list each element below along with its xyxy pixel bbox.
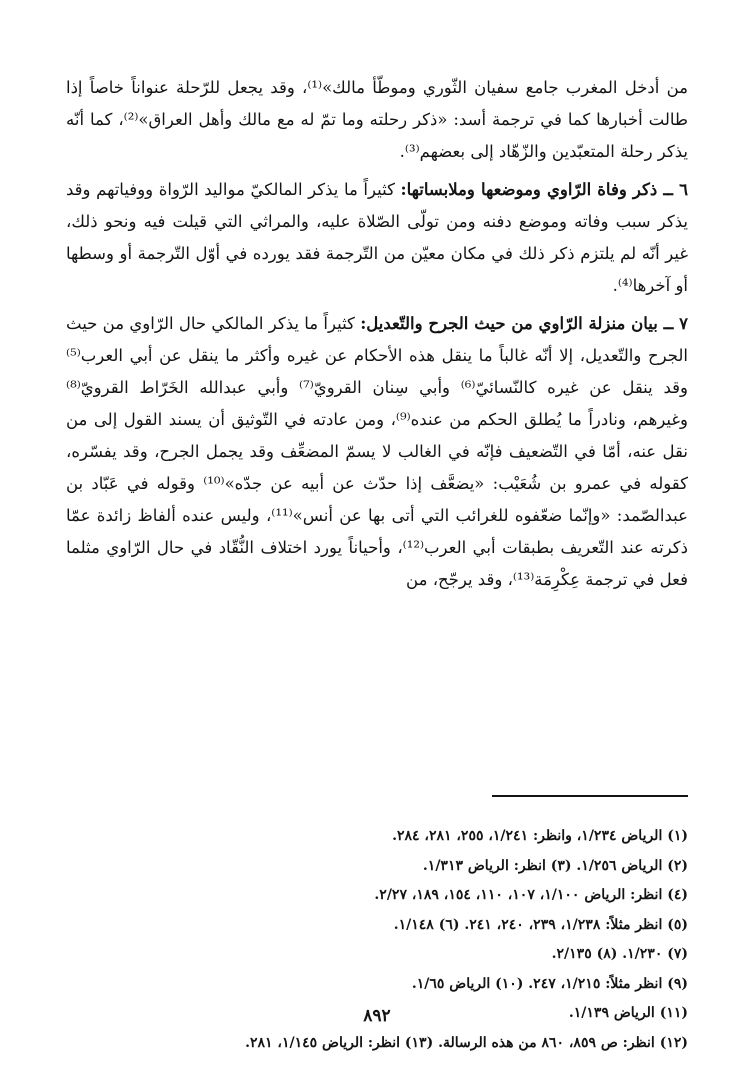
footnote-line: (٤) انظر: الرياض ١/١٠٠، ١٠٧، ١١٠، ١٥٤، ١٨٩، ٢/٢٧.: [374, 887, 688, 903]
paragraph-death: [66, 174, 688, 302]
footnote-line: (٩) انظر مثلاً: ١/٢١٥، ٢٤٧. (١٠) الرياض ١/٦٥.: [411, 975, 688, 992]
paragraph-text: كثيراً ما يذكر المالكي حال الرّاوي من حيث الجرح والتّعديل، إلا أنّه غالباً ما ينقل هذه الأحكام عن غيره وأكثر ما ينقل عن أبي العرب⁽⁵⁾ وقد ينقل عن غيره كالنّسائيّ⁽⁶⁾ وأبي سِنان القرويّ⁽⁷⁾ وأبي عبدالله الخَرّاط القرويّ⁽⁸⁾ وغيرهم، ونادراً ما يُطلق الحكم من عنده⁽⁹⁾، ومن عادته في التّوثيق أن يسند القول إلى من نقل عنه، أمّا في التّضعيف فإنّه في الغالب لا يسمّ المضعِّف وقد يجمل الجرح، وقد يفسّره، كقوله في عمرو بن شُعَيْب: «يضعَّف إذا حدّث عن أبيه عن جدّه»⁽¹⁰⁾ وقوله في عَبّاد بن عبدالصّمد: «وإنّما ضعّفوه للغرائب التي أتى بها عن أنس»⁽¹¹⁾، وليس عنده ألفاظ زائدة عمّا ذكرته عند التّعريف بطبقات أبي العرب⁽¹²⁾، وأحياناً يورد اختلاف النُّقّاد في حال الرّاوي مثلما فعل في ترجمة عِكْرِمَة⁽¹³⁾، وقد يرجّح، من: [66, 314, 688, 589]
footnote-line: (١) الرياض ١/٢٣٤، وانظر: ١/٢٤١، ٢٥٥، ٢٨١، ٢٨٤.: [392, 828, 688, 844]
paragraph-text: كثيراً ما يذكر المالكيّ مواليد الرّواة ووفياتهم وقد يذكر سبب وفاته وموضع دفنه ومن تولّى الصّلاة عليه، والمراثي التي قيلت فيه ونحو ذلك، غير أنّه لم يلتزم ذكر ذلك في مكان معيّن من التّرجمة فقد يورده في أوّل التّرجمة أو وسطها أو آخرها⁽⁴⁾.: [66, 180, 688, 295]
body-text: [66, 72, 688, 596]
footnote-line: (٢) الرياض ١/٢٥٦. (٣) انظر: الرياض ١/٣١٣.: [422, 857, 688, 874]
paragraph-jarh-tadil: [66, 308, 688, 596]
paragraph-rihla: [66, 72, 688, 168]
section-heading: ٧ ــ بيان منزلة الرّاوي من حيث الجرح والتّعديل:: [360, 314, 688, 333]
footnote-divider: [492, 795, 688, 797]
footnote-line: (١١) الرياض ١/١٣٩.: [568, 1005, 688, 1021]
footnote-line: (٧) ١/٢٣٠. (٨) ٢/١٣٥.: [551, 946, 688, 962]
section-heading: ٦ ــ ذكر وفاة الرّاوي وموضعها وملابساتها:: [400, 180, 688, 199]
paragraph-text: من أدخل المغرب جامع سفيان الثّوري وموطّأ مالك»⁽¹⁾، وقد يجعل للرّحلة عنواناً خاصاً إذا طالت أخبارها كما في ترجمة أسد: «ذكر رحلته وما تمّ له مع مالك وأهل العراق»⁽²⁾، كما أنّه يذكر رحلة المتعبّدين والزّهّاد إلى بعضهم⁽³⁾.: [66, 78, 689, 161]
footnote-line: (١٢) انظر: ص ٨٥٩، ٨٦٠ من هذه الرسالة. (١٣) انظر: الرياض ١/١٤٥، ٢٨١.: [245, 1034, 688, 1051]
footnote-line: (٥) انظر مثلاً: ١/٢٣٨، ٢٣٩، ٢٤٠، ٢٤١. (٦) ١/١٤٨.: [393, 916, 688, 933]
document-page: [66, 72, 688, 1062]
page-number: ٨٩٢: [363, 1006, 391, 1026]
